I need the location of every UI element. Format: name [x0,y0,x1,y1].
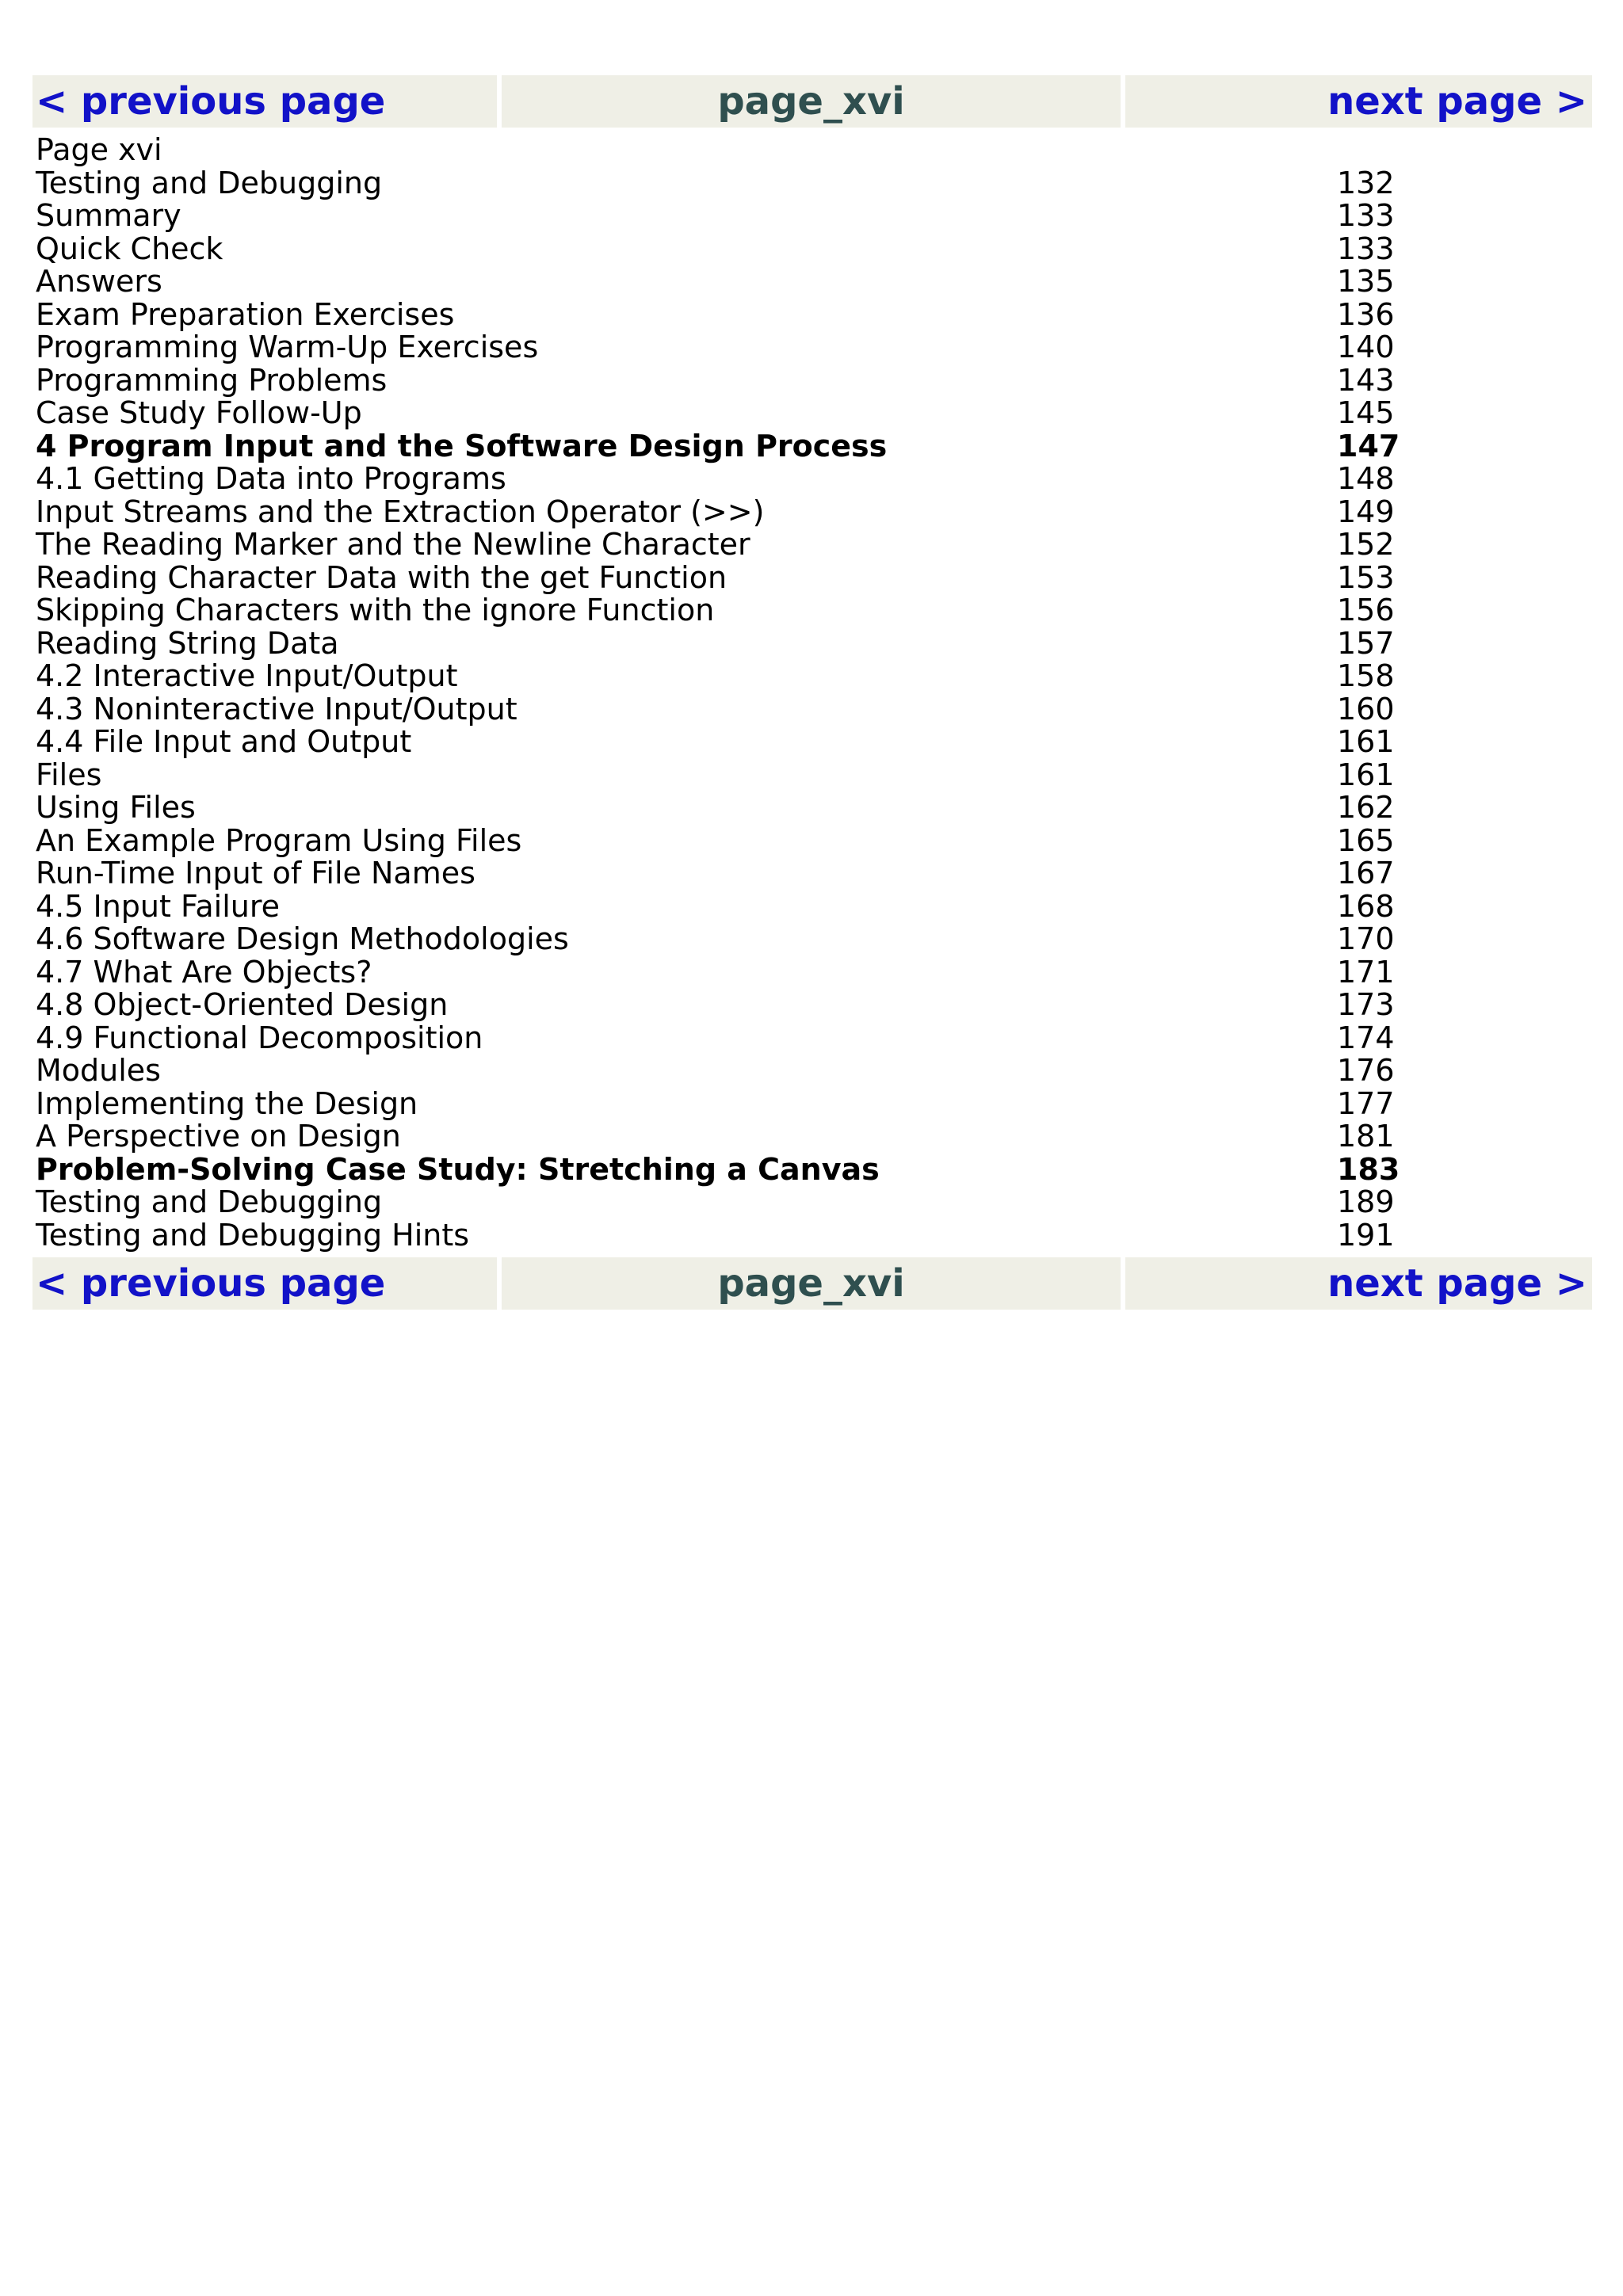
toc-entry [36,1151,1400,1187]
toc-entry [36,888,1395,924]
toc-entry [36,264,1395,299]
toc-entry-page-number: 183 [1337,1151,1400,1187]
bottom-navigation-bar [32,1257,1592,1310]
toc-entry [36,921,1395,956]
toc-entry-page-number: 135 [1337,264,1395,299]
previous-page-link[interactable]: < previous page [36,79,386,124]
toc-entry-title: Reading Character Data with the get Function [36,559,727,595]
toc-entry [36,165,1395,200]
toc-entry-page-number: 165 [1337,822,1395,858]
toc-entry-page-number: 143 [1337,362,1395,398]
next-page-link[interactable]: next page > [1327,79,1587,124]
toc-entry-page-number: 153 [1337,559,1395,595]
toc-entry-page-number: 160 [1337,691,1395,727]
toc-entry-page-number: 149 [1337,494,1395,529]
toc-entry-page-number: 136 [1337,296,1395,332]
toc-entry [36,1184,1395,1219]
toc-list [36,165,1400,1253]
toc-entry-title: Answers [36,264,162,299]
next-page-link[interactable]: next page > [1327,1261,1587,1306]
toc-entry [36,1020,1395,1055]
toc-entry [36,395,1395,430]
toc-entry-page-number: 173 [1337,987,1395,1022]
toc-entry-page-number: 161 [1337,724,1395,759]
toc-entry-page-number: 147 [1337,428,1400,463]
toc-entry-title: The Reading Marker and the Newline Character [36,527,750,562]
toc-entry-title: Programming Problems [36,362,388,398]
toc-entry-title: Problem-Solving Case Study: Stretching a Canvas [36,1151,880,1187]
toc-entry-page-number: 140 [1337,330,1395,364]
toc-entry-page-number: 181 [1337,1119,1395,1154]
toc-entry [36,724,1395,759]
toc-entry [36,1217,1395,1253]
toc-entry-title: Testing and Debugging [36,1184,383,1219]
toc-entry [36,856,1395,891]
top-navigation-bar [32,75,1592,128]
toc-entry-title: 4 Program Input and the Software Design Process [36,428,888,463]
toc-entry-page-number: 132 [1337,165,1395,200]
toc-entry [36,658,1395,693]
toc-entry-title: 4.4 File Input and Output [36,724,412,759]
toc-entry [36,559,1395,595]
toc-entry [36,757,1395,792]
toc-entry-title: Implementing the Design [36,1085,418,1121]
toc-entry-page-number: 158 [1337,658,1395,693]
toc-entry [36,231,1395,266]
toc-entry-title: Skipping Characters with the ignore Function [36,593,715,627]
toc-entry [36,428,1400,463]
toc-entry-page-number: 189 [1337,1184,1395,1219]
toc-entry [36,593,1395,627]
toc-entry-title: Run-Time Input of File Names [36,856,475,891]
toc-entry-page-number: 177 [1337,1085,1395,1121]
toc-entry [36,1119,1395,1154]
toc-entry [36,527,1395,562]
page-id-cell [502,1257,1121,1310]
toc-entry-title: 4.9 Functional Decomposition [36,1020,483,1055]
toc-entry-title: 4.5 Input Failure [36,888,281,924]
toc-entry-page-number: 156 [1337,593,1395,627]
toc-entry-title: Using Files [36,790,196,825]
toc-entry-title: Programming Warm-Up Exercises [36,330,539,364]
toc-entry-page-number: 191 [1337,1217,1395,1253]
toc-entry-page-number: 170 [1337,921,1395,956]
toc-entry-page-number: 168 [1337,888,1395,924]
toc-entry-page-number: 133 [1337,198,1395,233]
toc-entry-page-number: 171 [1337,954,1395,990]
toc-entry [36,790,1395,825]
toc-entry-title: Summary [36,198,181,233]
page-label: Page xvi [36,132,162,167]
toc-entry-title: 4.8 Object-Oriented Design [36,987,449,1022]
toc-entry [36,461,1395,496]
toc-entry [36,1085,1395,1121]
toc-entry-title: Quick Check [36,231,223,266]
toc-entry [36,954,1395,990]
toc-entry-title: Case Study Follow-Up [36,395,362,430]
toc-entry-page-number: 176 [1337,1053,1395,1088]
toc-entry [36,198,1395,233]
prev-page-cell [32,75,497,128]
page-id-cell [502,75,1121,128]
table-of-contents [36,132,1400,1253]
toc-entry [36,330,1395,364]
toc-entry [36,691,1395,727]
toc-entry-page-number: 157 [1337,625,1395,661]
toc-entry-title: Modules [36,1053,161,1088]
previous-page-link[interactable]: < previous page [36,1261,386,1306]
toc-entry-title: Exam Preparation Exercises [36,296,455,332]
toc-entry-title: Files [36,757,102,792]
toc-entry-title: 4.6 Software Design Methodologies [36,921,569,956]
toc-entry-title: A Perspective on Design [36,1119,401,1154]
toc-entry-title: Testing and Debugging Hints [36,1217,470,1253]
toc-entry-title: 4.2 Interactive Input/Output [36,658,458,693]
toc-entry [36,987,1395,1022]
toc-entry-page-number: 174 [1337,1020,1395,1055]
toc-entry-title: 4.3 Noninteractive Input/Output [36,691,517,727]
toc-entry-title: An Example Program Using Files [36,822,522,858]
next-page-cell [1125,1257,1592,1310]
toc-entry-page-number: 161 [1337,757,1395,792]
toc-entry-title: Reading String Data [36,625,339,661]
toc-entry [36,362,1395,398]
toc-entry-title: Testing and Debugging [36,165,383,200]
toc-entry-page-number: 152 [1337,527,1395,562]
toc-entry [36,1053,1395,1088]
toc-entry-page-number: 167 [1337,856,1395,891]
prev-page-cell [32,1257,497,1310]
toc-entry [36,296,1395,332]
toc-entry-page-number: 162 [1337,790,1395,825]
toc-entry-page-number: 145 [1337,395,1395,430]
next-page-cell [1125,75,1592,128]
toc-entry [36,822,1395,858]
toc-entry-title: 4.7 What Are Objects? [36,954,372,990]
toc-entry-page-number: 133 [1337,231,1395,266]
toc-entry-page-number: 148 [1337,461,1395,496]
page-id-label: page_xvi [717,1261,905,1306]
toc-entry-title: Input Streams and the Extraction Operator (>>) [36,494,765,529]
toc-entry-title: 4.1 Getting Data into Programs [36,461,506,496]
page-id-label: page_xvi [717,79,905,124]
toc-entry [36,494,1395,529]
toc-entry [36,625,1395,661]
